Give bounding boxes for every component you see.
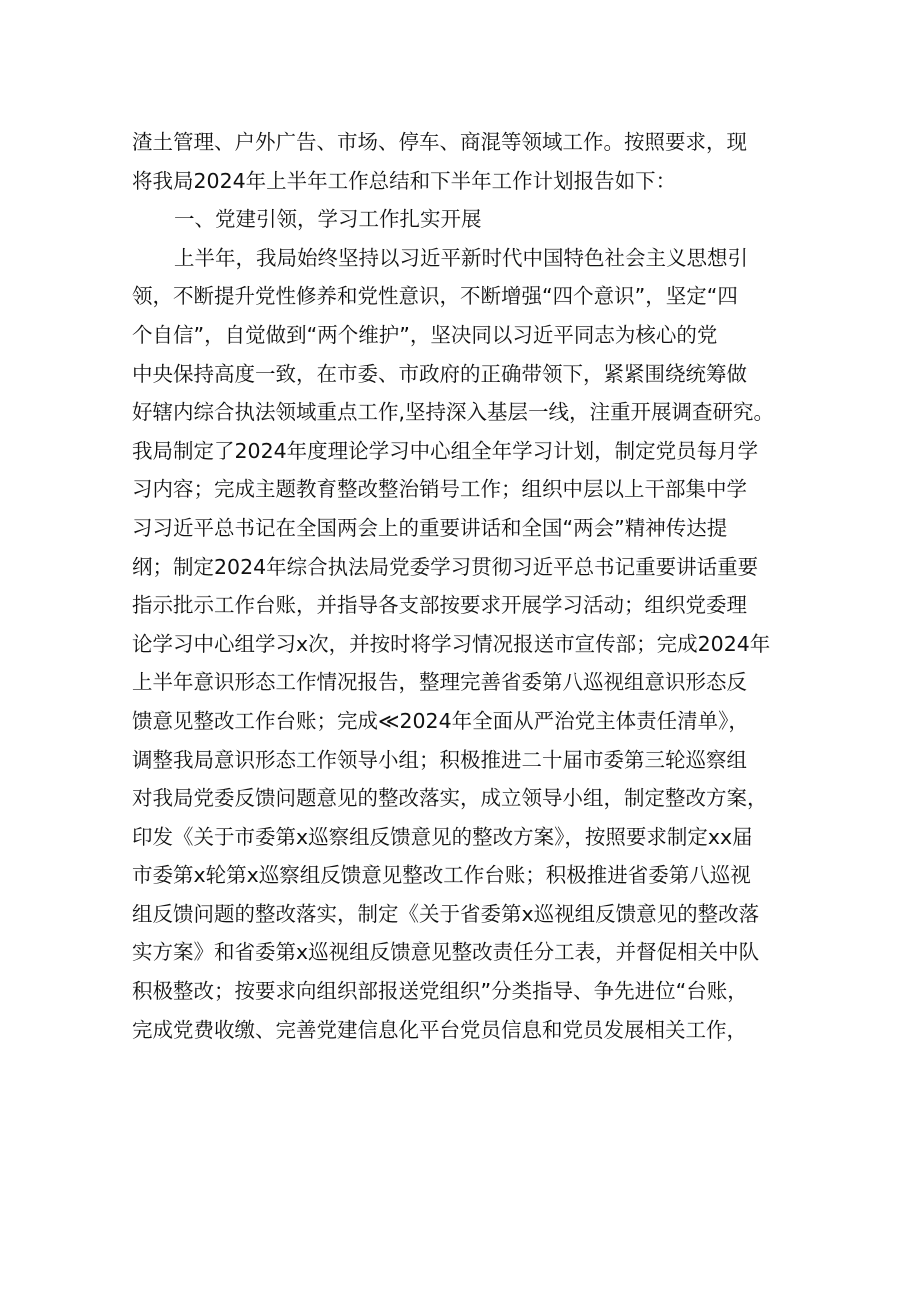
text-line: 上半年，我局始终坚持以习近平新时代中国特色社会主义思想引	[174, 245, 748, 270]
text-line: 习习近平总书记在全国两会上的重要讲话和全国“两会”精神传达提	[132, 515, 728, 540]
text-line: 指示批示工作台账，并指导各支部按要求开展学习活动；组织党委理	[132, 593, 747, 618]
text-line: 馈意见整改工作台账；完成≪2024年全面从严治党主体责任清单》，	[132, 708, 749, 733]
text-line: 习内容；完成主题教育整改整治销号工作；组织中层以上干部集中学	[132, 477, 747, 502]
text-line: 实方案》和省委第x巡视组反馈意见整改责任分工表，并督促相关中队	[132, 940, 760, 965]
text-line: 上半年意识形态工作情况报告，整理完善省委第八巡视组意识形态反	[132, 670, 747, 695]
text-line: 中央保持高度一致，在市委、市政府的正确带领下，紧紧围绕统筹做	[132, 361, 747, 386]
text-line: 积极整改；按要求向组织部报送党组织”分类指导、争先进位“台账，	[132, 979, 748, 1004]
text-line: 市委第x轮第x巡察组反馈意见整改工作台账；积极推进省委第八巡视	[132, 863, 751, 888]
text-line: 组反馈问题的整改落实，制定《关于省委第x巡视组反馈意见的整改落	[132, 901, 760, 926]
text-line: 渣土管理、户外广告、市场、停车、商混等领域工作。按照要求，现	[132, 130, 747, 154]
text-line: 纲；制定2024年综合执法局党委学习贯彻习近平总书记重要讲话重要	[132, 554, 759, 579]
text-line: 调整我局意识形态工作领导小组；积极推进二十届市委第三轮巡察组	[132, 747, 747, 772]
body-text	[132, 123, 800, 1049]
section-heading: 一、党建引领，学习工作扎实开展	[174, 207, 482, 232]
text-line: 将我局2024年上半年工作总结和下半年工作计划报告如下：	[132, 168, 677, 193]
text-line: 论学习中心组学习x次，并按时将学习情况报送市宣传部；完成2024年	[132, 631, 771, 656]
text-line: 对我局党委反馈问题意见的整改落实，成立领导小组，制定整改方案，	[132, 786, 768, 811]
text-line: 个自信”，自觉做到“两个维护”，坚决同以习近平同志为核心的党	[132, 322, 718, 347]
text-line: 印发《关于市委第x巡察组反馈意见的整改方案》，按照要求制定xx届	[132, 824, 753, 849]
text-line: 完成党费收缴、完善党建信息化平台党员信息和党员发展相关工作，	[132, 1017, 747, 1042]
text-line: 领，不断提升党性修养和党性意识，不断增强“四个意识”，坚定“四	[132, 284, 738, 309]
text-line: 好辖内综合执法领域重点工作,坚持深入基层一线，注重开展调查研究。	[132, 400, 775, 425]
text-line: 我局制定了2024年度理论学习中心组全年学习计划，制定党员每月学	[132, 438, 759, 463]
